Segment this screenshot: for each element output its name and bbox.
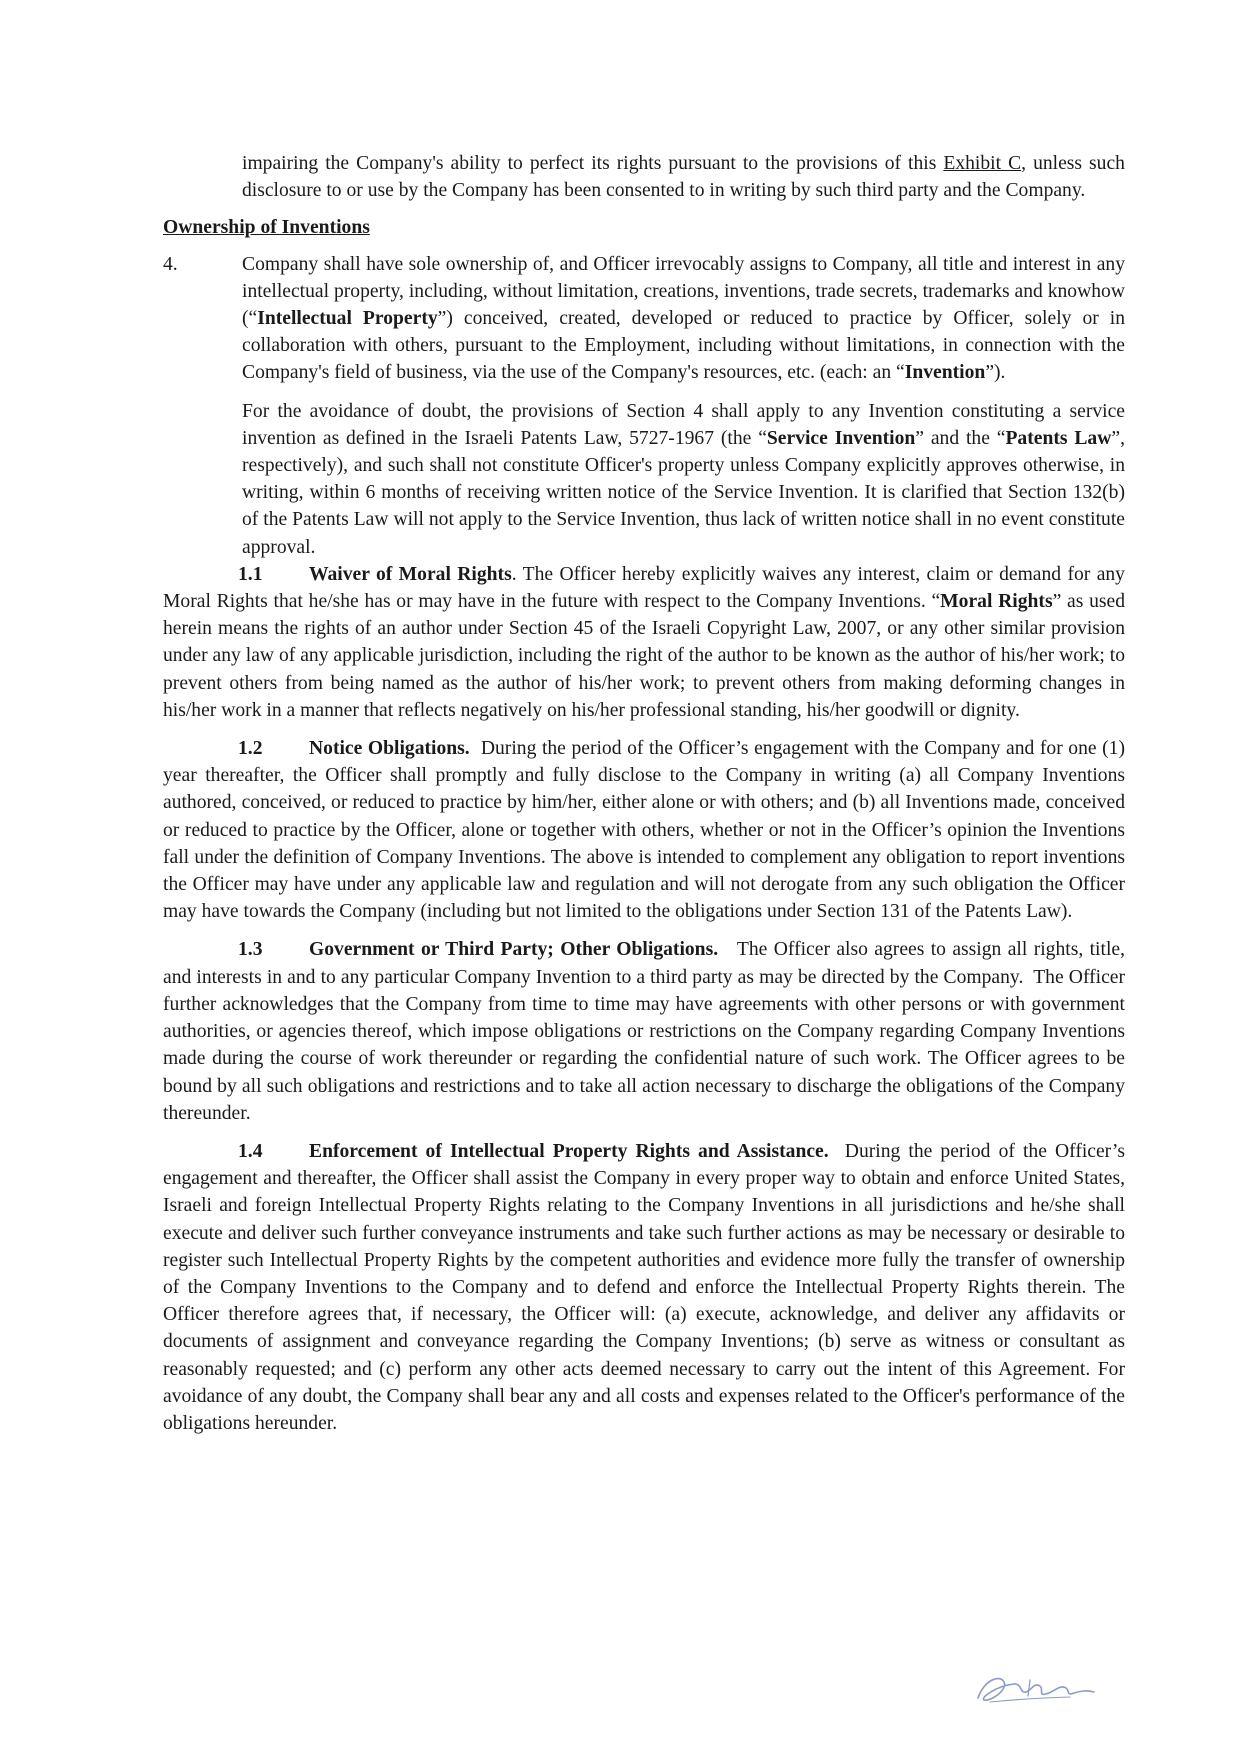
text-run: ” as used herein means the rights of an author under Section 45 of the Israeli Copyright Law, 2007, or any other similar provision under any law of any applicable jurisdiction, including the right of the author to be known as the author of his/her work; to prevent others from being named as the author of his/her work; to prevent others from making deforming changes in his/her work in a manner that reflects negatively on his/her professional standing, his/her goodwill or dignity. [163, 591, 1125, 721]
text-run: For the avoidance of doubt, the provisions of Section 4 shall apply to any Invention constituting a service invention as defined in the Israeli Patents Law, 5727-1967 (the “ [242, 400, 1125, 449]
signature-initials [970, 1660, 1120, 1710]
text-run: During the period of the Officer’s engagement and thereafter, the Officer shall assist the Company in every proper way to obtain and enforce United States, Israeli and foreign Intellectual Property Rights relating to the Company Inventions in all jurisdictions and he/she shall execute and deliver such further conveyance instruments and take such further actions as may be necessary or desirable to register such Intellectual Property Rights by the competent authorities and evidence more fully the transfer of ownership of the Company Inventions to the Company and to defend and enforce the Intellectual Property Rights therein. The Officer therefore agrees that, if necessary, the Officer will: (a) execute, acknowledge, and deliver any affidavits or documents of assignment and conveyance regarding the Company Inventions; (b) serve as witness or consultant as reasonably requested; and (c) perform any other acts deemed necessary to carry out the intent of this Agreement. For avoidance of any doubt, the Company shall bear any and all costs and expenses related to the Officer's performance of the obligations hereunder. [163, 1140, 1130, 1434]
subsection-title: Enforcement of Intellectual Property Rights and Assistance. [309, 1140, 829, 1162]
avoidance-paragraph [163, 398, 1125, 561]
continuation-paragraph [163, 150, 1125, 204]
subsection-1-2 [163, 735, 1130, 925]
paragraph-number: 4. [163, 253, 178, 275]
text-run: ”). [985, 362, 1006, 384]
text-run: ” and the “ [915, 427, 1006, 449]
defined-term: Patents Law [1005, 427, 1112, 449]
text-run: During the period of the Officer’s engagement with the Company and for one (1) year thereafter, the Officer shall promptly and fully disclose to the Company in writing (a) all Company Inventions authored, conceived, or reduced to practice by him/her, either alone or with others; and (b) all Inventions made, conceived or reduced to practice by the Officer, alone or together with others, whether or not in the Officer’s opinion the Inventions fall under the definition of Company Inventions. The above is intended to complement any obligation to report inventions the Officer may have under any applicable law and regulation and will not derogate from any such obligation the Officer may have towards the Company (including but not limited to the obligations under Section 131 of the Patents Law). [163, 738, 1130, 923]
subsection-1-1 [163, 561, 1125, 724]
text-run: . The Officer hereby explicitly waives any interest, claim or demand for any Moral Rights that he/she has or may have in the future with respect to the Company Inventions. “ [163, 563, 1125, 613]
document-page [163, 150, 1130, 1448]
subsection-1-3 [163, 936, 1130, 1126]
exhibit-c-reference: Exhibit C [943, 153, 1022, 174]
text-run: impairing the Company's ability to perfect its rights pursuant to the provisions of this [242, 153, 944, 174]
text-run: The Officer also agrees to assign all rights, title, and interests in and to any particular Company Invention to a third party as may be directed by the Company. The Officer further acknowledges that the Company from time to time may have agreements with other persons or with government authorities, or agencies thereof, which impose obligations or restrictions on the Company regarding Company Inventions made during the course of work thereunder or regarding the confidential nature of such work. The Officer agrees to be bound by all such obligations and restrictions and to take all action necessary to discharge the obligations of the Company thereunder. [163, 939, 1130, 1124]
subsection-number: 1.2 [238, 738, 263, 760]
subsection-number: 1.4 [238, 1140, 263, 1162]
text-run: Company shall have sole ownership of, and Officer irrevocably assigns to Company, all title and interest in any intellectual property, including, without limitation, creations, inventions, trade secrets, trademarks and knowhow (“ [242, 253, 1125, 330]
subsection-title: Waiver of Moral Rights [309, 563, 512, 585]
text-run: ”, respectively), and such shall not constitute Officer's property unless Company explicitly approves otherwise, in writing, within 6 months of receiving written notice of the Service Invention. It is clarified that Section 132(b) of the Patents Law will not apply to the Service Invention, thus lack of written notice shall in no event constitute approval. [242, 427, 1125, 558]
text-run: ”) conceived, created, developed or reduced to practice by Officer, solely or in collaboration with others, pursuant to the Employment, including without limitations, in connection with the Company's field of business, via the use of the Company's resources, etc. (each: an “ [242, 308, 1125, 384]
paragraph-4-text [242, 251, 1125, 387]
paragraph-4 [163, 251, 1125, 387]
defined-term: Intellectual Property [257, 308, 438, 330]
defined-term: Invention [904, 362, 986, 384]
defined-term: Service Invention [766, 427, 916, 449]
subsection-1-4 [163, 1138, 1130, 1437]
defined-term: Moral Rights [940, 591, 1053, 613]
subsection-title: Government or Third Party; Other Obligations. [309, 939, 719, 961]
text-run: , unless such disclosure to or use by the Company has been consented to in writing by such third party and the Company. [242, 153, 1125, 202]
subsection-title: Notice Obligations. [309, 738, 470, 760]
section-heading: Ownership of Inventions [163, 217, 370, 239]
subsection-number: 1.1 [238, 563, 263, 585]
subsection-number: 1.3 [238, 939, 263, 961]
